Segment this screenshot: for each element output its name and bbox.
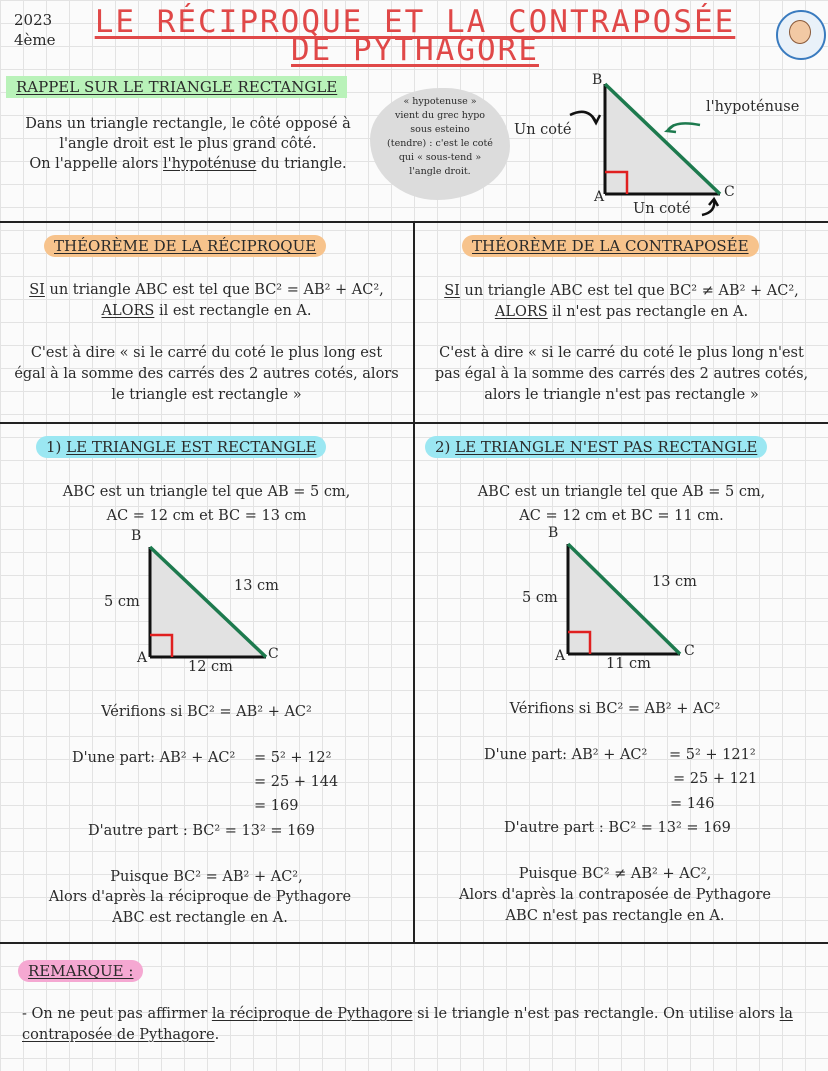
alors-keyword: ALORS — [101, 303, 155, 319]
rappel-line-3-suffix: du triangle. — [256, 156, 347, 172]
ex2-heading-text: LE TRIANGLE N'EST PAS RECTANGLE — [455, 438, 758, 456]
reciproque-explanation-2: égal à la somme des carrés des 2 autres cotés, alors — [14, 366, 399, 382]
ex1-triangle-figure — [130, 535, 290, 675]
rappel-vertex-b: B — [592, 72, 603, 88]
ex2-conclusion-1: Puisque BC² ≠ AB² + AC², — [518, 866, 712, 882]
ex1-check: Vérifions si BC² = AB² + AC² — [101, 704, 312, 720]
remarque-term-contraposee: la contraposée de Pythagore — [22, 1006, 793, 1043]
cloud-line: (tendre) : c'est le coté — [387, 138, 493, 149]
rappel-line-3-prefix: On l'appelle alors — [29, 156, 164, 172]
contraposee-statement-2 — [415, 302, 828, 323]
ex2-dautre: D'autre part : BC² = 13² = 169 — [504, 820, 731, 836]
divider-vertical — [413, 221, 415, 944]
ex2-vertex-b: B — [548, 525, 559, 541]
si-keyword: SI — [444, 283, 460, 299]
rappel-vertex-c: C — [724, 184, 735, 200]
ex1-dune-step-3: = 169 — [254, 798, 299, 814]
remarque-text — [22, 1004, 812, 1046]
rappel-side1-label: Un coté — [514, 122, 572, 138]
hypotenuse-term: l'hypoténuse — [163, 156, 257, 172]
ex1-conclusion-2: Alors d'après la réciproque de Pythagore — [48, 889, 352, 905]
remarque-prefix: - On ne peut pas affirmer — [22, 1006, 212, 1022]
rappel-line-1: Dans un triangle rectangle, le côté opposé à — [25, 116, 351, 132]
level-text: 4ème — [14, 31, 56, 49]
ex1-heading — [36, 436, 326, 458]
remarque-suffix: . — [214, 1027, 220, 1043]
ex1-dune-step-1: = 5² + 12² — [254, 750, 332, 766]
reciproque-statement-1 — [0, 280, 413, 301]
ex1-heading-text: LE TRIANGLE EST RECTANGLE — [66, 438, 317, 456]
ex2-conclusion-3: ABC n'est pas rectangle en A. — [505, 908, 725, 924]
contraposee-statement-1 — [415, 281, 828, 302]
ex1-vertex-c: C — [268, 646, 279, 662]
ex1-dautre: D'autre part : BC² = 13² = 169 — [88, 823, 315, 839]
cloud-line: « hypotenuse » — [403, 96, 477, 107]
logo-face-icon — [789, 20, 811, 44]
rappel-arrowhead-hyp-icon — [667, 125, 676, 132]
contraposee-explanation-2: pas égal à la somme des carrés des 2 autres cotés, — [434, 366, 809, 382]
contraposee-explanation-3: alors le triangle n'est pas rectangle » — [484, 387, 759, 403]
cloud-line: qui « sous-tend » — [398, 152, 482, 163]
remarque-term-reciproque: la réciproque de Pythagore — [211, 1006, 413, 1022]
rappel-side2-label: Un coté — [633, 201, 691, 217]
ex2-vertex-c: C — [684, 643, 695, 659]
reciproque-explanation-1: C'est à dire « si le carré du coté le plus long est — [30, 345, 383, 361]
contraposee-explanation-1: C'est à dire « si le carré du coté le plus long n'est — [439, 345, 804, 361]
ex2-ac-length: 11 cm — [606, 656, 651, 672]
ex2-bc-length: 13 cm — [652, 574, 697, 590]
contraposee-line-1: un triangle ABC est tel que BC² ≠ AB² + AC², — [459, 283, 799, 299]
reciproque-explanation-3: le triangle est rectangle » — [111, 387, 302, 403]
ex2-number: 2) — [435, 438, 456, 456]
cloud-line: l'angle droit. — [409, 166, 471, 177]
contraposee-line-2: il n'est pas rectangle en A. — [547, 304, 749, 320]
ex2-conclusion-2: Alors d'après la contraposée de Pythagore — [458, 887, 772, 903]
year-label — [14, 10, 56, 50]
cloud-line: vient du grec hypo — [394, 110, 486, 121]
ex2-ab-length: 5 cm — [522, 590, 558, 606]
ex2-dune-step-3: = 146 — [670, 796, 715, 812]
ex1-conclusion-1: Puisque BC² = AB² + AC², — [110, 869, 303, 885]
rappel-arrowhead-side1-icon — [592, 115, 600, 123]
reciproque-line-1: un triangle ABC est tel que BC² = AB² + AC², — [44, 282, 384, 298]
rappel-line-2: l'angle droit est le plus grand côté. — [59, 136, 317, 152]
ex1-dune-label: D'une part: AB² + AC² — [72, 750, 236, 766]
title-line-2: DE PYTHAGORE — [291, 32, 539, 68]
year-text: 2023 — [14, 11, 53, 29]
ex1-given-2: AC = 12 cm et BC = 13 cm — [106, 508, 307, 524]
si-keyword: SI — [29, 282, 45, 298]
contraposee-heading: THÉORÈME DE LA CONTRAPOSÉE — [462, 235, 759, 257]
ex2-heading — [425, 436, 767, 458]
ex1-vertex-a: A — [137, 650, 148, 666]
ex1-given-1: ABC est un triangle tel que AB = 5 cm, — [62, 484, 351, 500]
ex2-given-1: ABC est un triangle tel que AB = 5 cm, — [477, 484, 766, 500]
alors-keyword: ALORS — [494, 304, 548, 320]
reciproque-line-2: il est rectangle en A. — [154, 303, 312, 319]
rappel-line-3 — [10, 154, 366, 175]
ex2-dune-label: D'une part: AB² + AC² — [484, 747, 648, 763]
rappel-heading: RAPPEL SUR LE TRIANGLE RECTANGLE — [6, 76, 347, 98]
rappel-hypotenuse-label: l'hypoténuse — [706, 99, 800, 115]
remarque-heading: REMARQUE : — [18, 960, 143, 982]
ex2-check: Vérifions si BC² = AB² + AC² — [509, 701, 721, 717]
ex1-bc-length: 13 cm — [234, 578, 279, 594]
ex2-dune-step-2: = 25 + 121 — [673, 771, 758, 787]
ex1-ac-length: 12 cm — [188, 659, 233, 675]
ex1-number: 1) — [46, 438, 67, 456]
cloud-text — [372, 95, 508, 179]
ex1-conclusion-3: ABC est rectangle en A. — [112, 910, 288, 926]
ex2-dune-step-1: = 5² + 121² — [669, 747, 756, 763]
title-line-1: LE RÉCIPROQUE ET LA CONTRAPOSÉE — [94, 4, 736, 40]
reciproque-statement-2 — [0, 301, 413, 322]
rappel-vertex-a: A — [594, 189, 605, 205]
ex2-given-2: AC = 12 cm et BC = 11 cm. — [519, 508, 724, 524]
reciproque-heading: THÉORÈME DE LA RÉCIPROQUE — [44, 235, 326, 257]
rappel-triangle-figure — [510, 70, 820, 220]
ex1-ab-length: 5 cm — [104, 594, 140, 610]
ex1-vertex-b: B — [131, 528, 142, 544]
remarque-middle: si le triangle n'est pas rectangle. On utilise alors — [412, 1006, 780, 1022]
cloud-line: sous esteino — [410, 124, 470, 135]
ex2-vertex-a: A — [555, 648, 566, 664]
ex1-dune-step-2: = 25 + 144 — [254, 774, 339, 790]
